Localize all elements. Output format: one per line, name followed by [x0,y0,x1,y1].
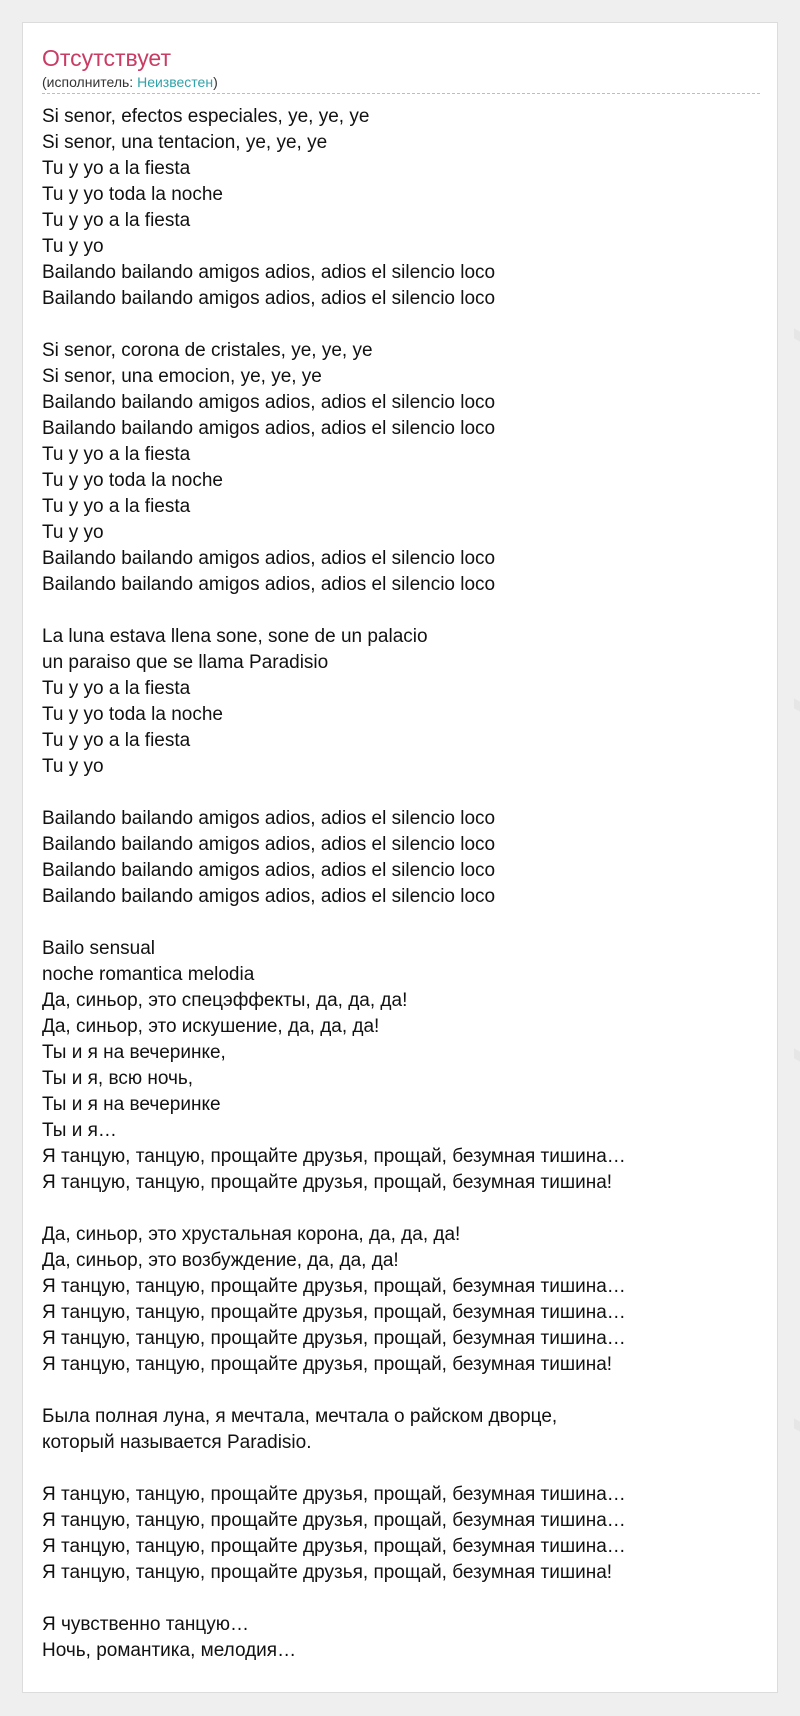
artist-suffix: ) [213,74,218,90]
lyrics-line: Tu y yo toda la noche [42,470,223,491]
lyrics-line: Да, синьор, это возбуждение, да, да, да! [42,1250,399,1271]
lyrics-text [42,104,760,1690]
lyrics-stanza [42,1404,760,1456]
lyrics-line: Ты и я… [42,1120,117,1141]
lyrics-line: Я танцую, танцую, прощайте друзья, прощай, безумная тишина… [42,1302,626,1323]
lyrics-line: Bailando bailando amigos adios, adios el silencio loco [42,418,496,439]
lyrics-line: Я танцую, танцую, прощайте друзья, прощай, безумная тишина… [42,1484,626,1505]
lyrics-line: Bailando bailando amigos adios, adios el silencio loco [42,574,496,595]
paper-edge-mark [794,328,800,341]
lyrics-stanza [42,1222,760,1378]
lyrics-line: Tu y yo a la fiesta [42,444,191,465]
lyrics-line: Tu y yo [42,522,104,543]
lyrics-line: Я чувственно танцую… [42,1614,249,1635]
lyrics-line: Si senor, corona de cristales, ye, ye, ye [42,340,373,361]
song-header [42,43,760,94]
artist-prefix: (исполнитель: [42,74,138,90]
lyrics-line: Я танцую, танцую, прощайте друзья, прощай, безумная тишина! [42,1354,613,1375]
lyrics-line: Я танцую, танцую, прощайте друзья, прощай, безумная тишина! [42,1172,613,1193]
lyrics-line: Я танцую, танцую, прощайте друзья, прощай, безумная тишина… [42,1510,626,1531]
lyrics-line: Tu y yo a la fiesta [42,730,191,751]
song-title: Отсутствует [42,45,171,71]
artist-line [42,73,760,91]
paper-edge-mark [794,1418,800,1431]
lyrics-line: Я танцую, танцую, прощайте друзья, прощай, безумная тишина… [42,1536,626,1557]
lyrics-line: Tu y yo toda la noche [42,704,223,725]
lyrics-line: La luna estava llena sone, sone de un palacio [42,626,428,647]
lyrics-card [22,22,778,1693]
lyrics-line: un paraiso que se llama Paradisio [42,652,329,673]
lyrics-line: Я танцую, танцую, прощайте друзья, прощай, безумная тишина! [42,1562,613,1583]
lyrics-line: Я танцую, танцую, прощайте друзья, прощай, безумная тишина… [42,1146,626,1167]
lyrics-line: Да, синьор, это хрустальная корона, да, да, да! [42,1224,461,1245]
paper-edge-mark [794,698,800,711]
lyrics-line: Tu y yo [42,756,104,777]
lyrics-line: Bailando bailando amigos adios, adios el silencio loco [42,288,496,309]
lyrics-line: который называется Paradisio. [42,1432,312,1453]
lyrics-line: Bailando bailando amigos adios, adios el silencio loco [42,392,496,413]
lyrics-line: Bailando bailando amigos adios, adios el silencio loco [42,548,496,569]
lyrics-line: Bailo sensual [42,938,156,959]
lyrics-line: Ночь, романтика, мелодия… [42,1640,297,1661]
lyrics-line: Я танцую, танцую, прощайте друзья, прощай, безумная тишина… [42,1328,626,1349]
lyrics-line: Si senor, una tentacion, ye, ye, ye [42,132,328,153]
lyrics-line: Ты и я на вечеринке [42,1094,221,1115]
lyrics-line: Tu y yo a la fiesta [42,158,191,179]
lyrics-stanza [42,936,760,1196]
lyrics-line: Была полная луна, я мечтала, мечтала о райском дворце, [42,1406,558,1427]
lyrics-stanza [42,1482,760,1586]
lyrics-line: Tu y yo a la fiesta [42,210,191,231]
lyrics-line: Tu y yo toda la noche [42,184,223,205]
lyrics-line: Tu y yo a la fiesta [42,496,191,517]
lyrics-line: Bailando bailando amigos adios, adios el silencio loco [42,860,496,881]
lyrics-stanza [42,104,760,312]
lyrics-line: Да, синьор, это искушение, да, да, да! [42,1016,380,1037]
lyrics-line: Bailando bailando amigos adios, adios el silencio loco [42,808,496,829]
lyrics-line: Bailando bailando amigos adios, adios el silencio loco [42,262,496,283]
lyrics-line: Si senor, una emocion, ye, ye, ye [42,366,322,387]
lyrics-stanza [42,624,760,780]
lyrics-line: Bailando bailando amigos adios, adios el silencio loco [42,834,496,855]
lyrics-stanza [42,806,760,910]
lyrics-line: Tu y yo [42,236,104,257]
lyrics-stanza [42,338,760,598]
lyrics-line: Я танцую, танцую, прощайте друзья, прощай, безумная тишина… [42,1276,626,1297]
artist-link[interactable]: Неизвестен [137,74,214,90]
lyrics-line: Ты и я на вечеринке, [42,1042,226,1063]
lyrics-line: noche romantica melodia [42,964,255,985]
lyrics-line: Ты и я, всю ночь, [42,1068,194,1089]
lyrics-line: Да, синьор, это спецэффекты, да, да, да! [42,990,408,1011]
lyrics-line: Bailando bailando amigos adios, adios el silencio loco [42,886,496,907]
lyrics-line: Si senor, efectos especiales, ye, ye, ye [42,106,370,127]
lyrics-line: Tu y yo a la fiesta [42,678,191,699]
paper-edge-mark [794,1048,800,1061]
lyrics-stanza [42,1612,760,1664]
